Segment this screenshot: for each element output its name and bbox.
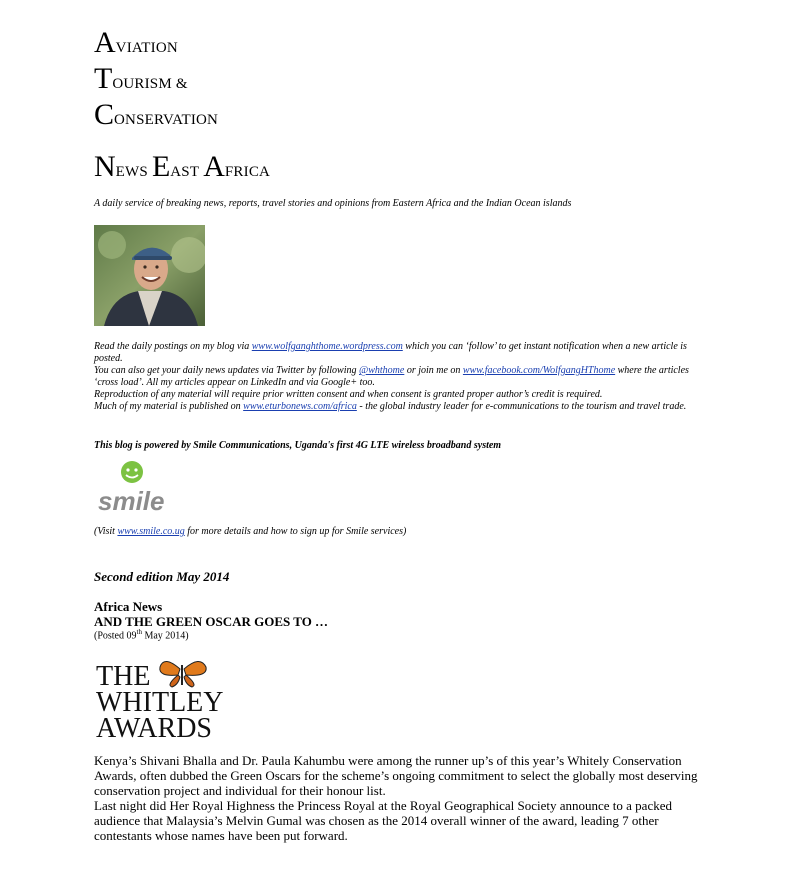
edition-heading: Second edition May 2014 bbox=[94, 569, 230, 584]
smile-logo-text: smile bbox=[98, 486, 165, 516]
whitley-awards-logo bbox=[94, 655, 236, 739]
logo-text-awards: AWARDS bbox=[96, 713, 212, 739]
logo-text-whitley: WHITLEY bbox=[96, 687, 224, 718]
article-paragraph-1: Kenya’s Shivani Bhalla and Dr. Paula Kahumbu were among the runner up’s of this year’s Whitely Conservation Awards, often dubbed the Green Oscars for the scheme’s ongoing commitment to select the globally most deserving conservation project and individual for their honour list. bbox=[94, 753, 698, 798]
eturbonews-link[interactable]: www.eturbonews.com/africa bbox=[243, 401, 357, 412]
smile-visit-note: (Visit www.smile.co.ug for more details and how to sign up for Smile services) bbox=[94, 526, 407, 537]
article-paragraph-2: Last night did Her Royal Highness the Princess Royal at the Royal Geographical Society announce to a packed audience that Malaysia’s Melvin Gumal was chosen as the 2014 overall winner of the award, leading 7 other contestants whose names have been put forward. bbox=[94, 798, 672, 843]
masthead-line-aviation: AVIATION bbox=[94, 26, 178, 59]
blog-info-line-4: Much of my material is published on www.eturbonews.com/africa - the global industry leader for e-communications to the tourism and travel trade. bbox=[94, 401, 687, 412]
masthead-line-news-east-africa: NEWS EAST AFRICA bbox=[94, 150, 271, 183]
twitter-handle-link[interactable]: @whthome bbox=[359, 365, 405, 376]
tagline: A daily service of breaking news, reports, travel stories and opinions from Eastern Africa and the Indian Ocean islands bbox=[94, 198, 572, 209]
facebook-link[interactable]: www.facebook.com/WolfgangHThome bbox=[462, 365, 616, 376]
wordpress-blog-link[interactable]: www.wolfganghthome.wordpress.com bbox=[251, 341, 403, 352]
logo-text-the: THE bbox=[96, 661, 151, 692]
masthead-line-tourism: TOURISM & bbox=[94, 62, 188, 95]
smile-logo bbox=[94, 460, 174, 516]
smile-website-link[interactable]: www.smile.co.ug bbox=[117, 526, 185, 537]
butterfly-icon bbox=[160, 661, 206, 687]
powered-by-notice: This blog is powered by Smile Communications, Uganda's first 4G LTE wireless broadband system bbox=[94, 440, 502, 451]
author-photo bbox=[94, 225, 205, 326]
blog-info bbox=[94, 341, 694, 413]
posted-date: (Posted 09th May 2014) bbox=[94, 628, 189, 642]
article-body bbox=[94, 753, 714, 843]
section-label: Africa News bbox=[94, 599, 163, 614]
masthead-line-conservation: CONSERVATION bbox=[94, 98, 219, 131]
article-headline: AND THE GREEN OSCAR GOES TO … bbox=[94, 614, 329, 629]
blog-info-line-3: Reproduction of any material will require prior written consent and when consent is granted proper author’s credit is required. bbox=[94, 389, 603, 400]
blog-info-line-1: Read the daily postings on my blog via www.wolfganghthome.wordpress.com which you can ‘follow’ to get instant notification when a new article is posted. bbox=[94, 341, 687, 364]
blog-info-line-2: You can also get your daily news updates via Twitter by following @whthome or join me on www.facebook.com/WolfgangHThome where the articles ‘cross load’. All my articles appear on LinkedIn and via Google+ too. bbox=[94, 365, 689, 388]
